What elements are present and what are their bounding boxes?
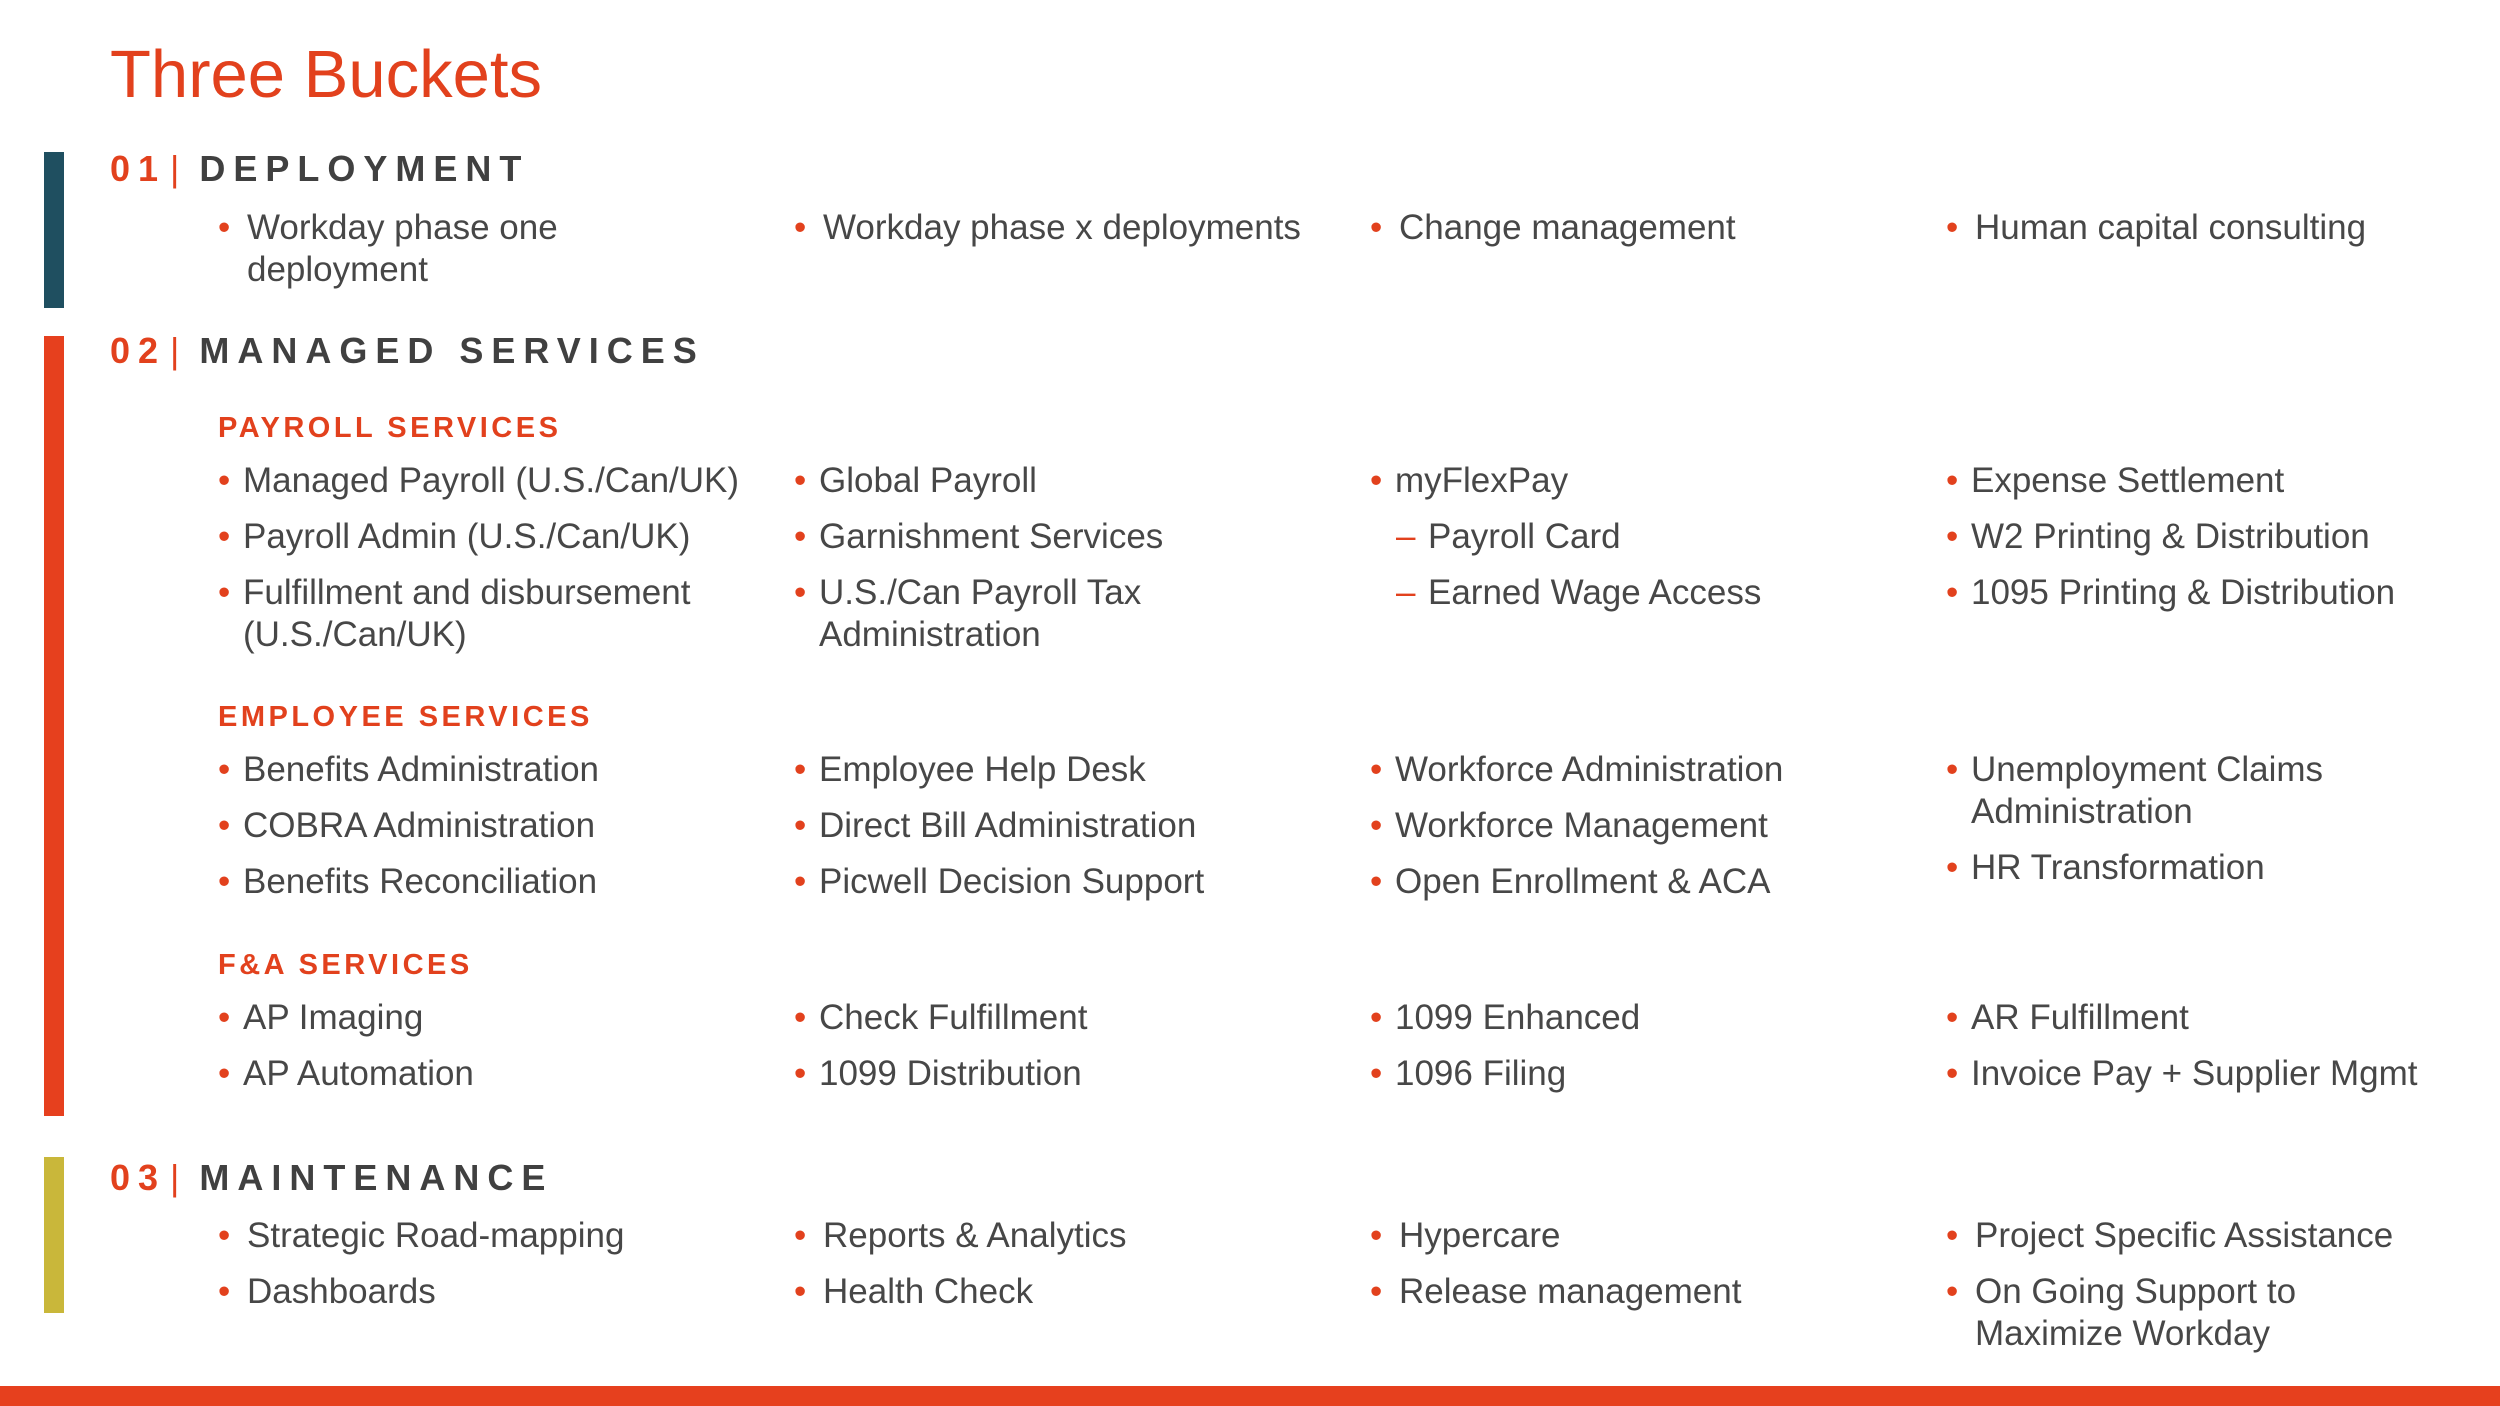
payroll-services-heading: PAYROLL SERVICES [218,412,562,444]
fa-column-2 [794,997,1370,1109]
list-item: • Strategic Road-mapping [218,1215,794,1257]
list-item: • Health Check [794,1271,1370,1313]
list-item: • 1096 Filing [1370,1053,1946,1095]
page-title: Three Buckets [110,37,542,112]
list-item: • Fulfillment and disbursement (U.S./Can/UK) [218,572,723,656]
list-item: • On Going Support to Maximize Workday [1946,1271,2315,1355]
employee-column-4 [1946,749,2458,917]
payroll-column-4 [1946,460,2458,670]
list-item: • Unemployment Claims Administration [1946,749,2391,833]
list-item: • Managed Payroll (U.S./Can/UK) [218,460,794,502]
list-item: • U.S./Can Payroll Tax Administration [794,572,1149,656]
deployment-column-3 [1370,207,1946,305]
maintenance-column-1 [218,1215,794,1369]
managed-services-accent-bar [44,336,64,1116]
section-separator: | [170,148,188,189]
section-name: DEPLOYMENT [199,148,530,189]
employee-services-heading: EMPLOYEE SERVICES [218,701,593,733]
section-separator: | [170,1157,188,1198]
list-item: • Garnishment Services [794,516,1370,558]
deployment-column-4 [1946,207,2458,305]
list-item: • myFlexPay [1370,460,1946,502]
section-name: MAINTENANCE [199,1157,554,1198]
list-item: • Expense Settlement [1946,460,2458,502]
fa-services-heading: F&A SERVICES [218,949,473,981]
list-item: • Benefits Reconciliation [218,861,794,903]
list-item: • Human capital consulting [1946,207,2458,249]
managed-services-heading [110,330,705,371]
employee-column-2 [794,749,1370,917]
list-item: • Picwell Decision Support [794,861,1370,903]
list-item: • Open Enrollment & ACA [1370,861,1946,903]
fa-column-3 [1370,997,1946,1109]
list-item: • AP Imaging [218,997,794,1039]
list-item: • Hypercare [1370,1215,1946,1257]
fa-column-1 [218,997,794,1109]
list-item: • Project Specific Assistance [1946,1215,2458,1257]
maintenance-heading [110,1157,554,1198]
section-number: 02 [110,330,167,371]
list-item: • 1099 Enhanced [1370,997,1946,1039]
payroll-column-1 [218,460,794,670]
maintenance-accent-bar [44,1157,64,1313]
list-item: • Workforce Management [1370,805,1946,847]
section-separator: | [170,330,188,371]
payroll-column-2 [794,460,1370,670]
maintenance-column-4 [1946,1215,2458,1369]
section-number: 01 [110,148,167,189]
list-item: • Workday phase one deployment [218,207,607,291]
deployment-column-2 [794,207,1370,305]
list-item: • AR Fulfillment [1946,997,2458,1039]
deployment-column-1 [218,207,794,305]
list-item: • Global Payroll [794,460,1370,502]
list-subitem: – Earned Wage Access [1370,572,1946,614]
deployment-heading [110,148,530,189]
deployment-items [218,207,2458,305]
list-item: • W2 Printing & Distribution [1946,516,2458,558]
list-item: • Direct Bill Administration [794,805,1370,847]
list-item: • HR Transformation [1946,847,2458,889]
list-item: • Payroll Admin (U.S./Can/UK) [218,516,794,558]
section-name: MANAGED SERVICES [199,330,705,371]
deployment-accent-bar [44,152,64,308]
list-item: • AP Automation [218,1053,794,1095]
fa-services-items [218,997,2458,1109]
section-number: 03 [110,1157,167,1198]
list-item: • Workday phase x deployments [794,207,1370,249]
list-item: • Check Fulfillment [794,997,1370,1039]
list-item: • Release management [1370,1271,1946,1313]
list-item: • Reports & Analytics [794,1215,1370,1257]
list-item: • Benefits Administration [218,749,794,791]
payroll-services-items [218,460,2458,670]
list-item: • Change management [1370,207,1946,249]
maintenance-column-2 [794,1215,1370,1369]
list-item: • COBRA Administration [218,805,794,847]
list-item: • 1095 Printing & Distribution [1946,572,2458,614]
list-subitem: – Payroll Card [1370,516,1946,558]
list-item: • Workforce Administration [1370,749,1946,791]
list-item: • Invoice Pay + Supplier Mgmt [1946,1053,2458,1095]
list-item: • Dashboards [218,1271,794,1313]
list-item: • 1099 Distribution [794,1053,1370,1095]
employee-column-1 [218,749,794,917]
employee-column-3 [1370,749,1946,917]
employee-services-items [218,749,2458,917]
maintenance-items [218,1215,2458,1369]
footer-band [0,1386,2500,1406]
fa-column-4 [1946,997,2458,1109]
list-item: • Employee Help Desk [794,749,1370,791]
maintenance-column-3 [1370,1215,1946,1369]
payroll-column-3 [1370,460,1946,670]
